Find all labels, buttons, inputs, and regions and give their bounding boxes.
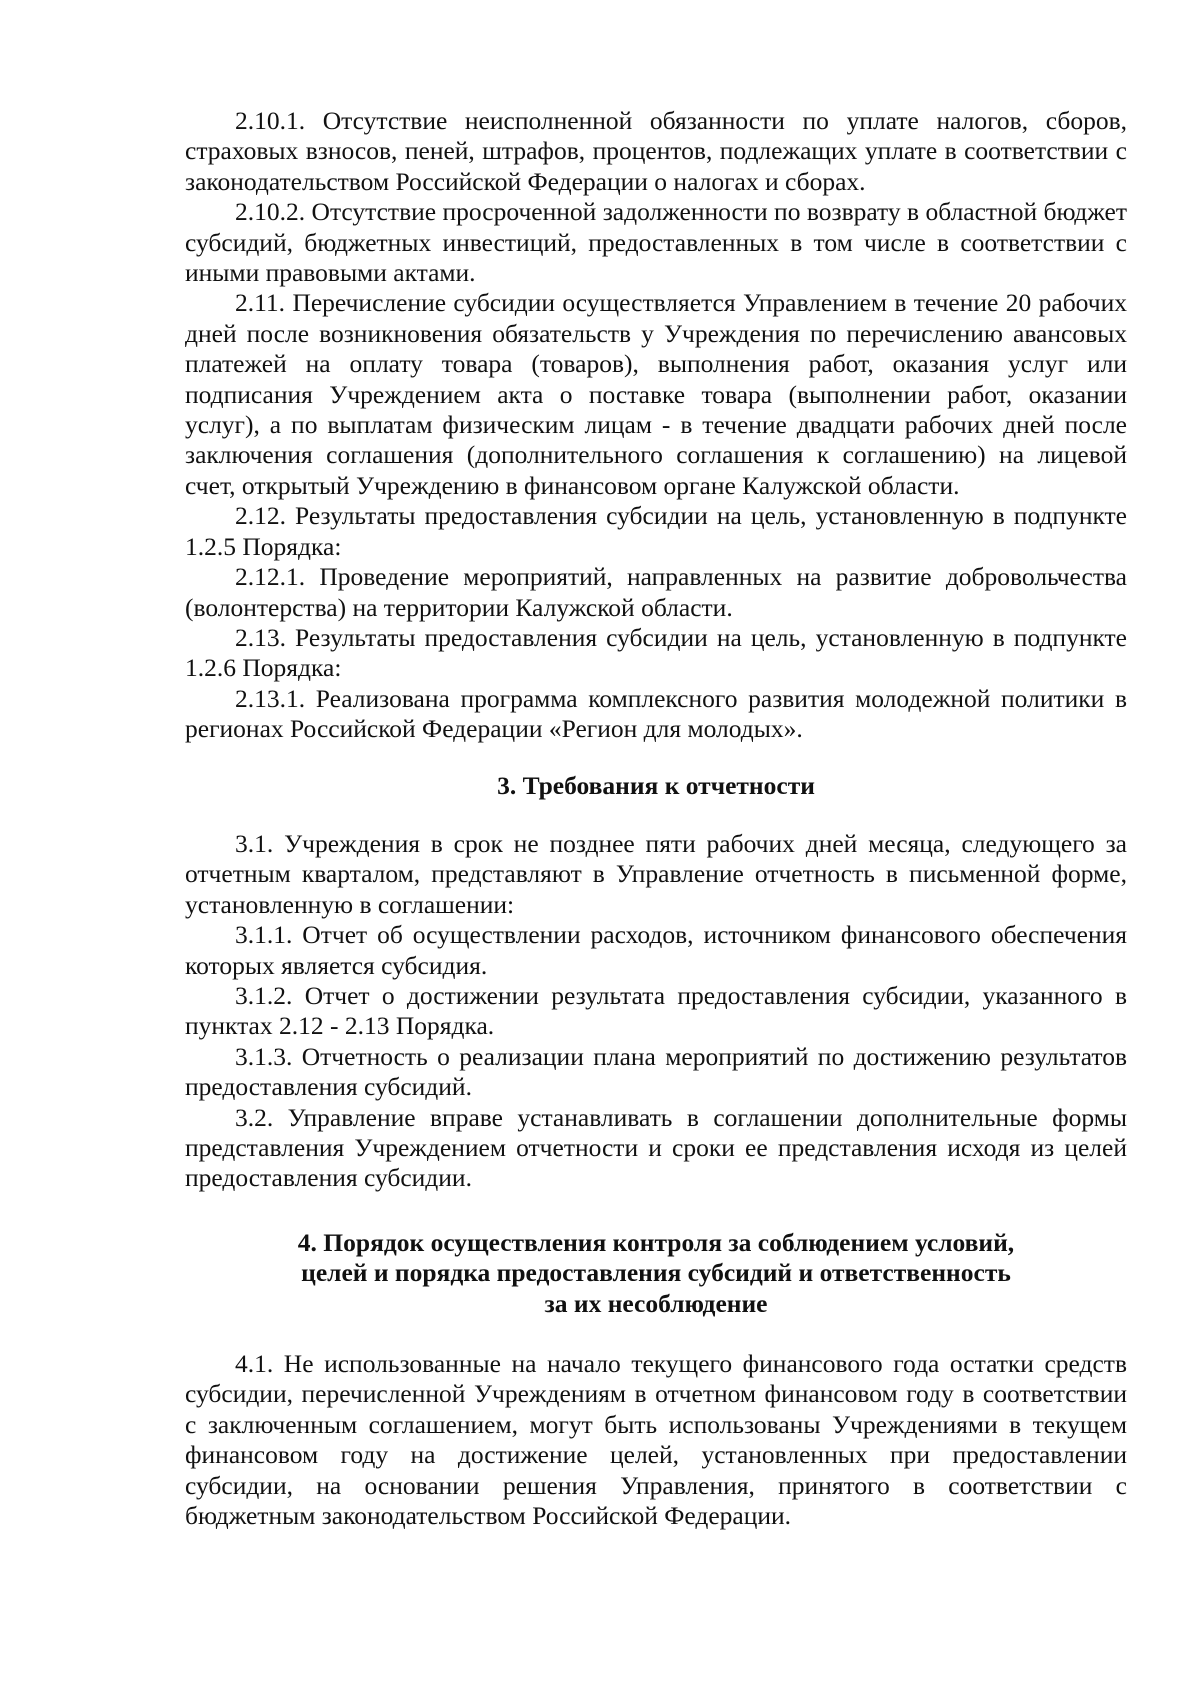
paragraph-3-1-1: 3.1.1. Отчет об осуществлении расходов, источником финансового обеспечения которых является субсидия. [185, 920, 1127, 980]
paragraph-2-10-2: 2.10.2. Отсутствие просроченной задолженности по возврату в областной бюджет субсидий, бюджетных инвестиций, предоставленных в том числе в соответствии с иными правовыми актами. [185, 197, 1127, 288]
paragraph-2-12-1: 2.12.1. Проведение мероприятий, направленных на развитие добровольчества (волонтерства) на территории Калужской области. [185, 562, 1127, 622]
document-page [185, 106, 1127, 1531]
section-4-heading [185, 1228, 1127, 1319]
paragraph-2-13: 2.13. Результаты предоставления субсидии на цель, установленную в подпункте 1.2.6 Порядка: [185, 622, 1127, 683]
section-4-heading-line: за их несоблюдение [544, 1288, 768, 1318]
paragraph-2-13-1: 2.13.1. Реализована программа комплексного развития молодежной политики в регионах Российской Федерации «Регион для молодых». [185, 683, 1127, 744]
paragraph-4-1: 4.1. Не использованные на начало текущего финансового года остатки средств субсидии, перечисленной Учреждениям в отчетном финансовом году в соответствии с заключенным соглашением, могут быть использованы Учреждениями в текущем финансовом году на достижение целей, установленных при предоставлении субсидии, на основании решения Управления, принятого в соответствии с бюджетным законодательством Российской Федерации. [185, 1349, 1127, 1531]
paragraph-2-12: 2.12. Результаты предоставления субсидии на цель, установленную в подпункте 1.2.5 Порядка: [185, 501, 1127, 561]
paragraph-2-11: 2.11. Перечисление субсидии осуществляется Управлением в течение 20 рабочих дней после возникновения обязательств у Учреждения по перечислению авансовых платежей на оплату товара (товаров), выполнения работ, оказания услуг или подписания Учреждением акта о поставке товара (выполнении работ, оказании услуг), а по выплатам физическим лицам - в течение двадцати рабочих дней после заключения соглашения (дополнительного соглашения к соглашению) на лицевой счет, открытый Учреждению в финансовом органе Калужской области. [185, 288, 1127, 500]
paragraph-3-1-3: 3.1.3. Отчетность о реализации плана мероприятий по достижению результатов предоставления субсидий. [185, 1041, 1127, 1102]
paragraph-2-10-1: 2.10.1. Отсутствие неисполненной обязанности по уплате налогов, сборов, страховых взносов, пеней, штрафов, процентов, подлежащих уплате в соответствии с законодательством Российской Федерации о налогах и сборах. [185, 106, 1127, 196]
section-3-heading: 3. Требования к отчетности [497, 770, 815, 800]
paragraph-3-1-2: 3.1.2. Отчет о достижении результата предоставления субсидии, указанного в пунктах 2.12 - 2.13 Порядка. [185, 980, 1127, 1041]
paragraph-3-2: 3.2. Управление вправе устанавливать в соглашении дополнительные формы представления Учреждением отчетности и сроки ее представления исходя из целей предоставления субсидии. [185, 1102, 1127, 1193]
paragraph-3-1: 3.1. Учреждения в срок не позднее пяти рабочих дней месяца, следующего за отчетным кварталом, представляют в Управление отчетность в письменной форме, установленную в соглашении: [185, 828, 1127, 919]
section-4-heading-line: целей и порядка предоставления субсидий и ответственность [301, 1258, 1011, 1288]
section-4-heading-line: 4. Порядок осуществления контроля за соблюдением условий, [297, 1227, 1015, 1257]
